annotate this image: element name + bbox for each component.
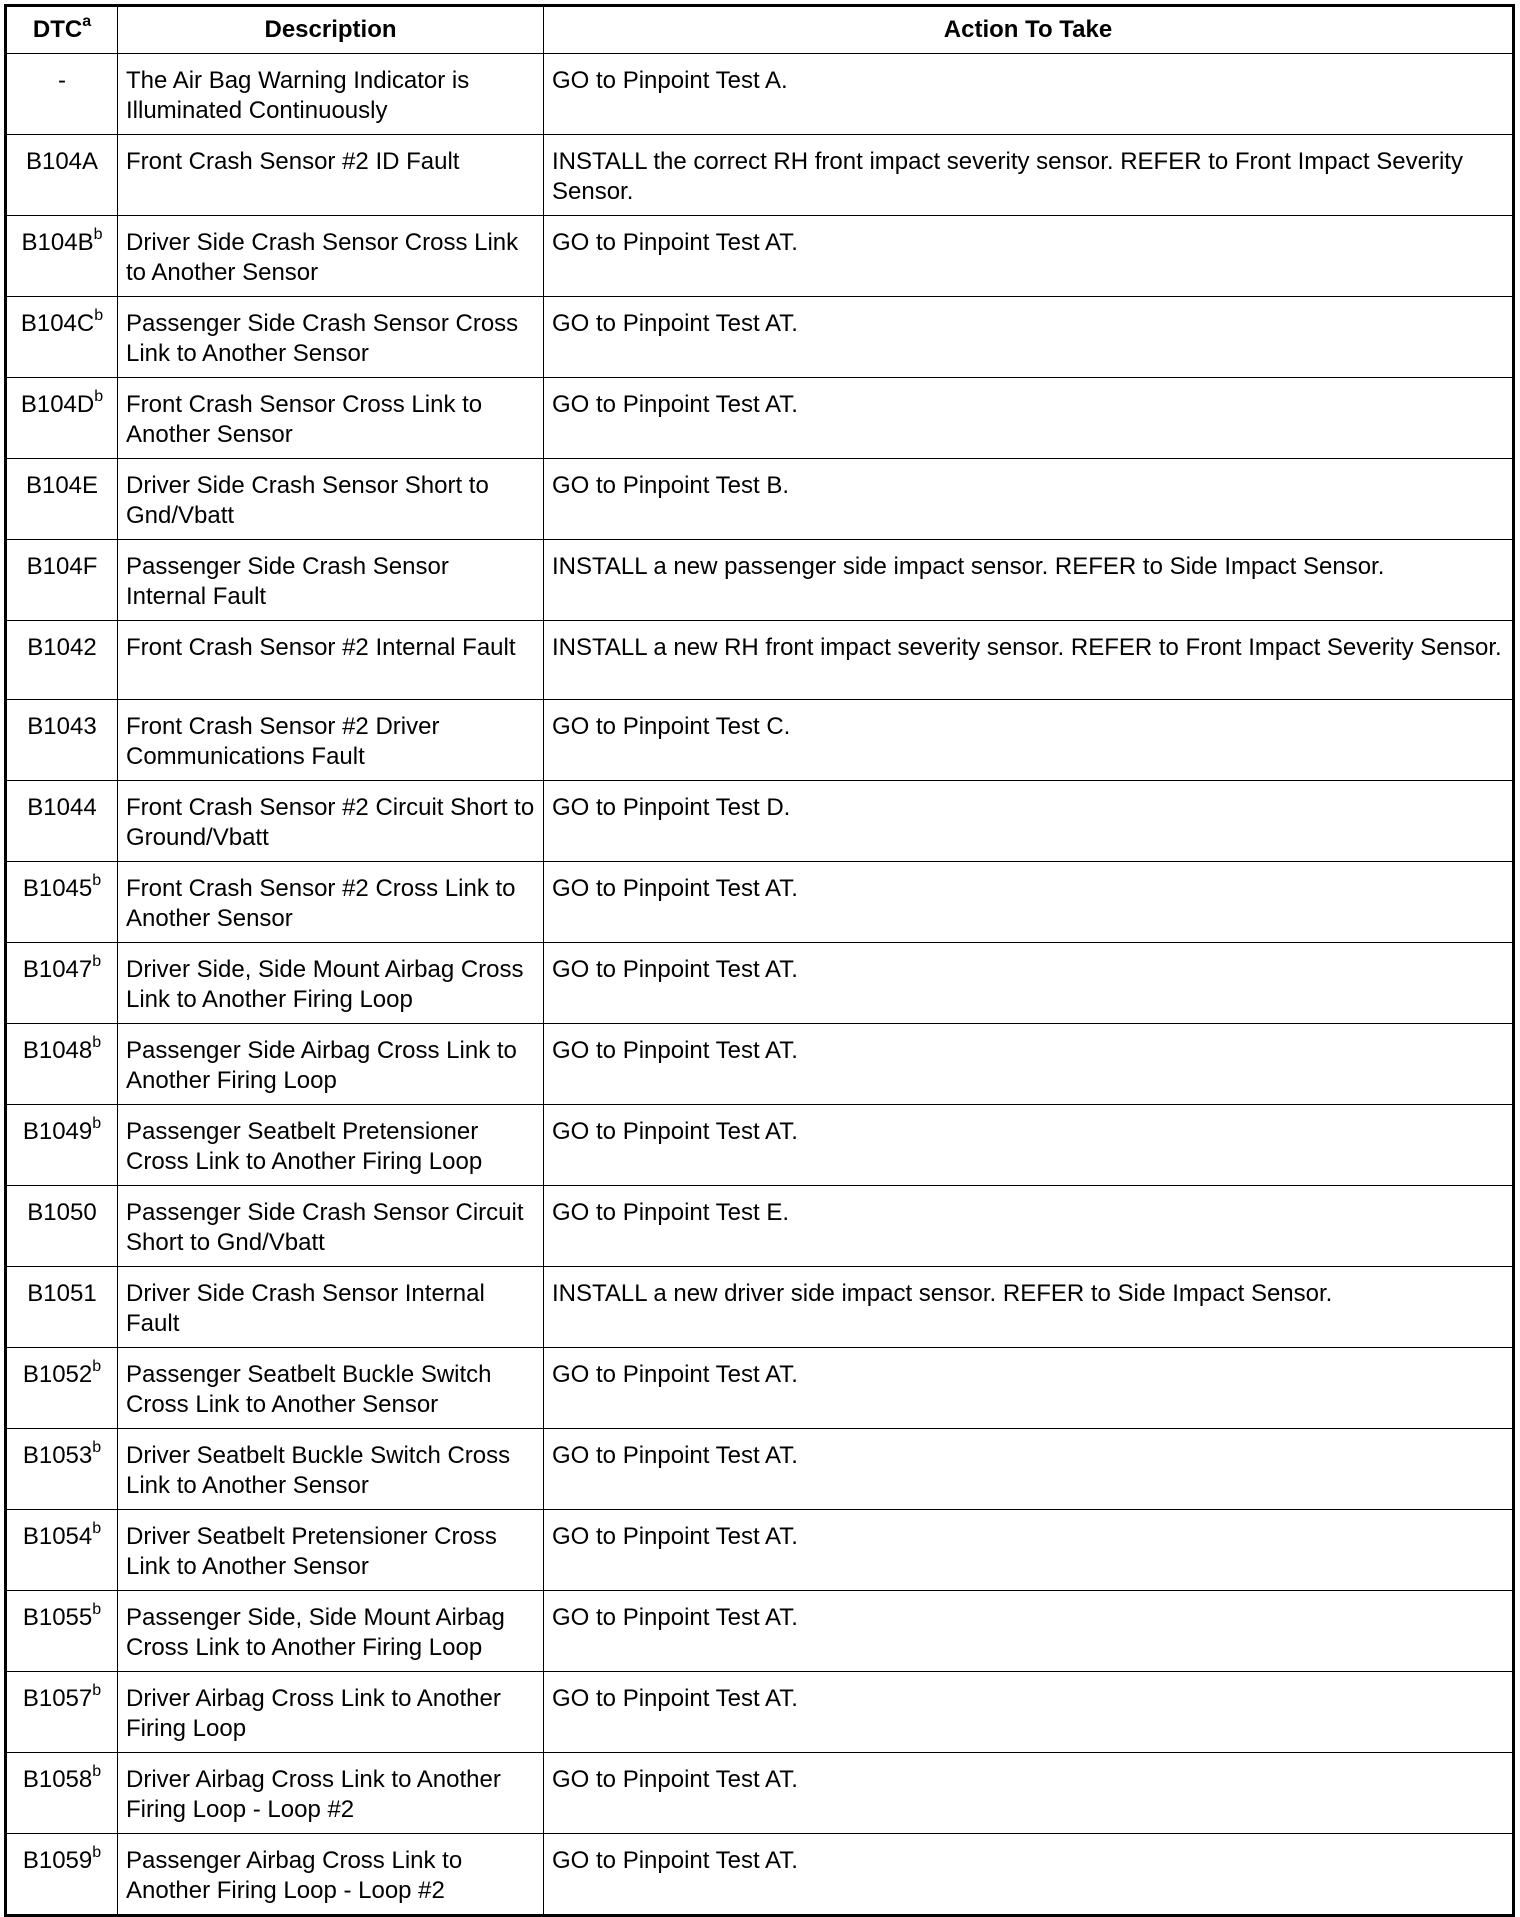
description-cell: Driver Airbag Cross Link to Another Firing Loop <box>118 1672 544 1753</box>
description-cell: Driver Airbag Cross Link to Another Firing Loop - Loop #2 <box>118 1753 544 1834</box>
dtc-footnote-marker: b <box>92 1682 102 1699</box>
description-cell: Driver Seatbelt Buckle Switch Cross Link to Another Sensor <box>118 1429 544 1510</box>
dtc-footnote-marker: b <box>92 1358 102 1375</box>
action-cell: GO to Pinpoint Test AT. <box>544 1591 1514 1672</box>
dtc-code-cell <box>6 459 118 540</box>
header-dtc-label: DTC <box>32 16 83 43</box>
dtc-code-cell <box>6 943 118 1024</box>
table-row <box>6 216 1514 297</box>
description-cell: Passenger Side Crash Sensor Internal Fault <box>118 540 544 621</box>
dtc-code: B1045 <box>22 875 93 902</box>
dtc-code: B1057 <box>22 1685 93 1712</box>
table-row <box>6 459 1514 540</box>
table-body <box>6 54 1514 1916</box>
dtc-code-cell <box>6 1510 118 1591</box>
description-cell: Driver Seatbelt Pretensioner Cross Link to Another Sensor <box>118 1510 544 1591</box>
description-cell: Front Crash Sensor #2 Driver Communications Fault <box>118 700 544 781</box>
dtc-code-cell <box>6 700 118 781</box>
dtc-code: B104E <box>25 472 99 499</box>
description-cell: Passenger Seatbelt Buckle Switch Cross Link to Another Sensor <box>118 1348 544 1429</box>
description-cell: Driver Side Crash Sensor Cross Link to Another Sensor <box>118 216 544 297</box>
dtc-footnote-marker: b <box>94 388 104 405</box>
dtc-code-cell <box>6 1024 118 1105</box>
dtc-footnote-marker: b <box>92 953 102 970</box>
action-cell: GO to Pinpoint Test AT. <box>544 1672 1514 1753</box>
dtc-code-cell <box>6 297 118 378</box>
dtc-code-cell <box>6 1105 118 1186</box>
dtc-code: B104F <box>26 553 98 580</box>
header-action: Action To Take <box>544 6 1514 54</box>
dtc-code-cell <box>6 1834 118 1916</box>
dtc-code-cell <box>6 216 118 297</box>
table-row <box>6 1024 1514 1105</box>
dtc-footnote-marker: b <box>92 1115 102 1132</box>
dtc-footnote-marker: b <box>92 1034 102 1051</box>
dtc-code-cell <box>6 1186 118 1267</box>
dtc-code: B1053 <box>22 1442 93 1469</box>
dtc-code: B1055 <box>22 1604 93 1631</box>
dtc-code: B1058 <box>22 1766 93 1793</box>
action-cell: GO to Pinpoint Test C. <box>544 700 1514 781</box>
dtc-code: B1049 <box>22 1118 93 1145</box>
dtc-code: B104D <box>20 391 95 418</box>
header-description: Description <box>118 6 544 54</box>
action-cell: GO to Pinpoint Test D. <box>544 781 1514 862</box>
dtc-code-cell <box>6 378 118 459</box>
dtc-code: - <box>58 67 66 94</box>
dtc-code-cell <box>6 781 118 862</box>
table-row <box>6 135 1514 216</box>
action-cell: GO to Pinpoint Test AT. <box>544 1348 1514 1429</box>
table-row <box>6 1429 1514 1510</box>
dtc-code-cell <box>6 1672 118 1753</box>
dtc-code: B1042 <box>27 634 97 661</box>
dtc-code: B104C <box>20 310 95 337</box>
table-row <box>6 781 1514 862</box>
dtc-code-cell <box>6 135 118 216</box>
table-row <box>6 1105 1514 1186</box>
dtc-code: B1043 <box>27 713 97 740</box>
dtc-footnote-marker: b <box>94 307 104 324</box>
table-row <box>6 378 1514 459</box>
dtc-code: B1052 <box>22 1361 93 1388</box>
table-row <box>6 297 1514 378</box>
action-cell: GO to Pinpoint Test AT. <box>544 1105 1514 1186</box>
dtc-code-cell <box>6 1591 118 1672</box>
table-row <box>6 1348 1514 1429</box>
dtc-code: B104B <box>21 229 94 256</box>
action-cell: GO to Pinpoint Test AT. <box>544 1024 1514 1105</box>
dtc-code-cell <box>6 540 118 621</box>
action-cell: INSTALL a new driver side impact sensor. REFER to Side Impact Sensor. <box>544 1267 1514 1348</box>
table-row <box>6 1186 1514 1267</box>
header-dtc <box>6 6 118 54</box>
description-cell: Driver Side Crash Sensor Short to Gnd/Vbatt <box>118 459 544 540</box>
dtc-code-cell <box>6 1267 118 1348</box>
dtc-footnote-marker: b <box>92 1601 102 1618</box>
table-row <box>6 540 1514 621</box>
action-cell: GO to Pinpoint Test E. <box>544 1186 1514 1267</box>
description-cell: Front Crash Sensor #2 Cross Link to Another Sensor <box>118 862 544 943</box>
dtc-footnote-marker: b <box>92 1844 102 1861</box>
dtc-code-cell <box>6 54 118 135</box>
dtc-code: B1059 <box>22 1847 93 1874</box>
dtc-code: B104A <box>25 148 99 175</box>
action-cell: GO to Pinpoint Test AT. <box>544 1753 1514 1834</box>
action-cell: GO to Pinpoint Test AT. <box>544 378 1514 459</box>
table-row <box>6 1510 1514 1591</box>
table-row <box>6 862 1514 943</box>
description-cell: Front Crash Sensor Cross Link to Another Sensor <box>118 378 544 459</box>
action-cell: GO to Pinpoint Test B. <box>544 459 1514 540</box>
action-cell: GO to Pinpoint Test AT. <box>544 1510 1514 1591</box>
dtc-footnote-marker: b <box>92 872 102 889</box>
header-dtc-footnote: a <box>82 13 92 30</box>
action-cell: GO to Pinpoint Test A. <box>544 54 1514 135</box>
action-cell: GO to Pinpoint Test AT. <box>544 297 1514 378</box>
dtc-code-cell <box>6 1348 118 1429</box>
dtc-code-cell <box>6 862 118 943</box>
description-cell: Front Crash Sensor #2 Circuit Short to Ground/Vbatt <box>118 781 544 862</box>
description-cell: The Air Bag Warning Indicator is Illuminated Continuously <box>118 54 544 135</box>
description-cell: Passenger Side Crash Sensor Cross Link to Another Sensor <box>118 297 544 378</box>
table-row <box>6 1834 1514 1916</box>
dtc-footnote-marker: b <box>92 1439 102 1456</box>
table-row <box>6 1753 1514 1834</box>
dtc-footnote-marker: b <box>92 1520 102 1537</box>
dtc-footnote-marker: b <box>93 226 103 243</box>
action-cell: GO to Pinpoint Test AT. <box>544 1429 1514 1510</box>
table-row <box>6 1591 1514 1672</box>
description-cell: Driver Side, Side Mount Airbag Cross Link to Another Firing Loop <box>118 943 544 1024</box>
action-cell: INSTALL the correct RH front impact severity sensor. REFER to Front Impact Severity Sensor. <box>544 135 1514 216</box>
description-cell: Passenger Seatbelt Pretensioner Cross Link to Another Firing Loop <box>118 1105 544 1186</box>
dtc-code: B1050 <box>27 1199 97 1226</box>
table-row <box>6 54 1514 135</box>
description-cell: Driver Side Crash Sensor Internal Fault <box>118 1267 544 1348</box>
description-cell: Front Crash Sensor #2 Internal Fault <box>118 621 544 700</box>
description-cell: Passenger Side Crash Sensor Circuit Short to Gnd/Vbatt <box>118 1186 544 1267</box>
table-header-row <box>6 6 1514 54</box>
dtc-footnote-marker: b <box>92 1763 102 1780</box>
description-cell: Front Crash Sensor #2 ID Fault <box>118 135 544 216</box>
table-row <box>6 943 1514 1024</box>
dtc-table-container <box>4 4 1515 1917</box>
dtc-code: B1048 <box>22 1037 93 1064</box>
action-cell: GO to Pinpoint Test AT. <box>544 862 1514 943</box>
dtc-code-cell <box>6 621 118 700</box>
dtc-code-cell <box>6 1429 118 1510</box>
dtc-table <box>4 4 1515 1917</box>
description-cell: Passenger Side, Side Mount Airbag Cross Link to Another Firing Loop <box>118 1591 544 1672</box>
dtc-code: B1051 <box>27 1280 97 1307</box>
action-cell: GO to Pinpoint Test AT. <box>544 216 1514 297</box>
dtc-code: B1044 <box>27 794 97 821</box>
description-cell: Passenger Airbag Cross Link to Another Firing Loop - Loop #2 <box>118 1834 544 1916</box>
dtc-code: B1054 <box>22 1523 93 1550</box>
dtc-code-cell <box>6 1753 118 1834</box>
table-row <box>6 700 1514 781</box>
table-row <box>6 621 1514 700</box>
action-cell: GO to Pinpoint Test AT. <box>544 943 1514 1024</box>
action-cell: INSTALL a new RH front impact severity sensor. REFER to Front Impact Severity Sensor. <box>544 621 1514 700</box>
table-row <box>6 1672 1514 1753</box>
description-cell: Passenger Side Airbag Cross Link to Another Firing Loop <box>118 1024 544 1105</box>
table-row <box>6 1267 1514 1348</box>
action-cell: INSTALL a new passenger side impact sensor. REFER to Side Impact Sensor. <box>544 540 1514 621</box>
action-cell: GO to Pinpoint Test AT. <box>544 1834 1514 1916</box>
dtc-code: B1047 <box>22 956 93 983</box>
